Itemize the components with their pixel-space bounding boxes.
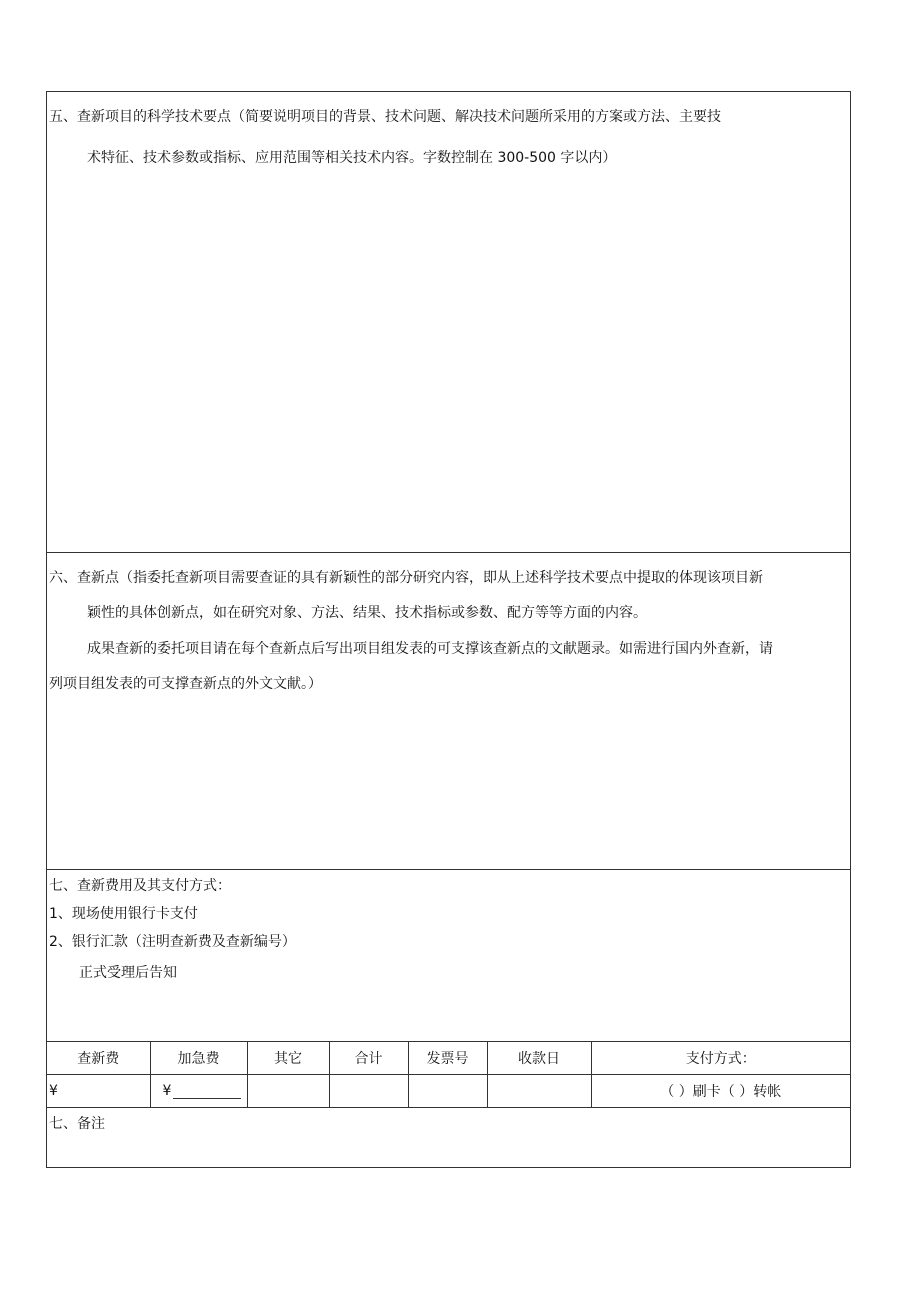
- header-search-fee: 查新费: [47, 1042, 150, 1075]
- remarks-heading: 七、备注: [49, 1116, 105, 1132]
- other-fee-cell[interactable]: [247, 1075, 329, 1108]
- tech-points-heading: 五、查新项目的科学技术要点（简要说明项目的背景、技术问题、解决技术问题所采用的方案或方法、主要技: [49, 109, 721, 125]
- header-other: 其它: [247, 1042, 329, 1075]
- payment-option-transfer: 2、银行汇款（注明查新费及查新编号）: [49, 934, 296, 950]
- fee-table-value-row: [47, 1075, 850, 1108]
- novelty-heading: 六、查新点（指委托查新项目需要查证的具有新颖性的部分研究内容，即从上述科学技术要点中提取的体现该项目新: [49, 570, 763, 586]
- payment-date-cell[interactable]: [487, 1075, 591, 1108]
- novelty-note: 成果查新的委托项目请在每个查新点后写出项目组发表的可支撑该查新点的文献题录。如需进行国内外查新，请: [87, 641, 773, 657]
- novelty-heading-cont: 颖性的具体创新点，如在研究对象、方法、结果、技术指标或参数、配方等等方面的内容。: [87, 605, 647, 621]
- payment-option-card: 1、现场使用银行卡支付: [49, 906, 198, 922]
- urgent-fee-blank[interactable]: [173, 1084, 241, 1099]
- section-tech-points: [47, 92, 850, 553]
- tech-points-heading-cont: 术特征、技术参数或指标、应用范围等相关技术内容。字数控制在 300-500 字以内）: [87, 150, 617, 166]
- novelty-note-cont: 列项目组发表的可支撑查新点的外文文献。）: [49, 676, 322, 692]
- header-total: 合计: [329, 1042, 408, 1075]
- total-cell[interactable]: [329, 1075, 408, 1108]
- urgent-fee-cell[interactable]: [150, 1075, 247, 1108]
- invoice-no-cell[interactable]: [408, 1075, 487, 1108]
- section-novelty-points: [47, 553, 850, 870]
- section-remarks: [47, 1108, 850, 1167]
- header-invoice-no: 发票号: [408, 1042, 487, 1075]
- header-pay-method: 支付方式：: [591, 1042, 850, 1075]
- yen-sign: ¥: [49, 1083, 58, 1099]
- application-form: [46, 91, 851, 1168]
- fee-table-header-row: [47, 1042, 850, 1075]
- fee-heading: 七、查新费用及其支付方式：: [49, 878, 231, 894]
- payment-note: 正式受理后告知: [79, 965, 177, 981]
- header-urgent-fee: 加急费: [150, 1042, 247, 1075]
- section-fee-payment: [47, 870, 850, 1042]
- yen-sign: ¥: [162, 1083, 172, 1099]
- fee-table: [47, 1042, 850, 1108]
- search-fee-cell[interactable]: [47, 1075, 150, 1108]
- pay-method-cell[interactable]: （ ）刷卡（ ）转帐: [591, 1075, 850, 1108]
- header-payment-date: 收款日: [487, 1042, 591, 1075]
